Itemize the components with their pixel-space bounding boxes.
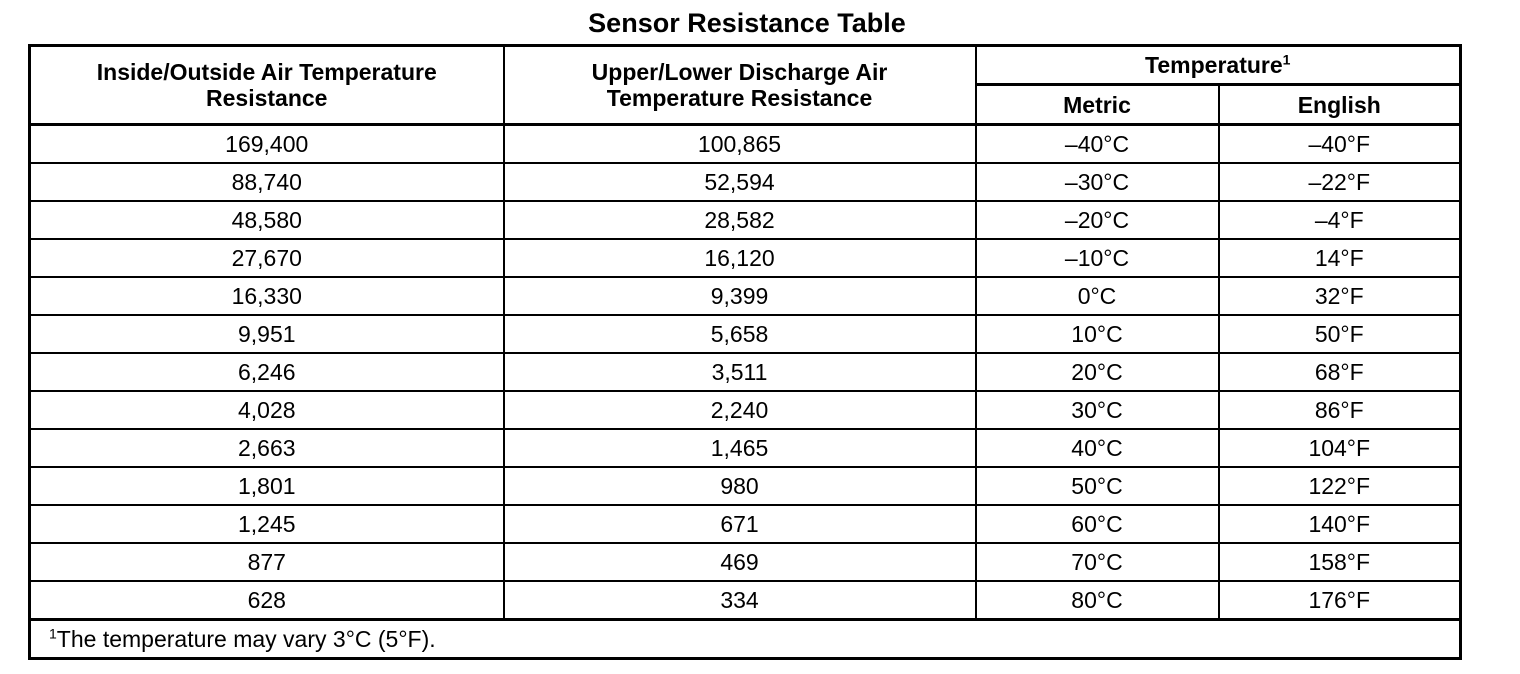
cell-english-temperature: 32°F: [1219, 277, 1461, 315]
table-row: [30, 391, 1461, 429]
cell-english-temperature: 104°F: [1219, 429, 1461, 467]
cell-english-temperature: 122°F: [1219, 467, 1461, 505]
cell-english-temperature: 140°F: [1219, 505, 1461, 543]
cell-metric-temperature: 60°C: [976, 505, 1219, 543]
table-row: [30, 277, 1461, 315]
cell-upper-lower-resistance: 1,465: [504, 429, 976, 467]
header-upper-lower-resistance: [504, 46, 976, 125]
cell-metric-temperature: –40°C: [976, 125, 1219, 164]
table-row: [30, 315, 1461, 353]
table-row: [30, 467, 1461, 505]
cell-english-temperature: 86°F: [1219, 391, 1461, 429]
table-row: [30, 201, 1461, 239]
header-col2-line2: Temperature Resistance: [606, 85, 873, 111]
table-row: [30, 163, 1461, 201]
cell-inside-outside-resistance: 169,400: [30, 125, 504, 164]
cell-inside-outside-resistance: 88,740: [30, 163, 504, 201]
cell-metric-temperature: –10°C: [976, 239, 1219, 277]
table-row: [30, 581, 1461, 620]
header-english: English: [1219, 85, 1461, 125]
cell-inside-outside-resistance: 877: [30, 543, 504, 581]
cell-english-temperature: –4°F: [1219, 201, 1461, 239]
cell-english-temperature: –22°F: [1219, 163, 1461, 201]
header-col2-line1: Upper/Lower Discharge Air: [591, 59, 888, 85]
header-inside-outside-resistance: [30, 46, 504, 125]
cell-metric-temperature: 70°C: [976, 543, 1219, 581]
cell-metric-temperature: –20°C: [976, 201, 1219, 239]
table-footnote: [30, 620, 1461, 659]
cell-metric-temperature: 30°C: [976, 391, 1219, 429]
cell-upper-lower-resistance: 469: [504, 543, 976, 581]
table-row: [30, 505, 1461, 543]
cell-upper-lower-resistance: 100,865: [504, 125, 976, 164]
cell-english-temperature: 158°F: [1219, 543, 1461, 581]
footnote-text: The temperature may vary 3°C (5°F).: [56, 625, 436, 652]
cell-upper-lower-resistance: 28,582: [504, 201, 976, 239]
cell-inside-outside-resistance: 628: [30, 581, 504, 620]
cell-english-temperature: 176°F: [1219, 581, 1461, 620]
cell-upper-lower-resistance: 16,120: [504, 239, 976, 277]
cell-upper-lower-resistance: 9,399: [504, 277, 976, 315]
cell-upper-lower-resistance: 334: [504, 581, 976, 620]
table-row: [30, 239, 1461, 277]
cell-upper-lower-resistance: 5,658: [504, 315, 976, 353]
table-body: [30, 125, 1461, 620]
cell-upper-lower-resistance: 52,594: [504, 163, 976, 201]
table-row: [30, 543, 1461, 581]
header-col1-line2: Resistance: [206, 85, 328, 111]
cell-upper-lower-resistance: 980: [504, 467, 976, 505]
cell-metric-temperature: 50°C: [976, 467, 1219, 505]
footnote-marker: 1: [1282, 51, 1291, 68]
cell-upper-lower-resistance: 3,511: [504, 353, 976, 391]
table-row: [30, 125, 1461, 164]
cell-inside-outside-resistance: 9,951: [30, 315, 504, 353]
header-temperature-label: Temperature: [1145, 52, 1283, 78]
header-col1-line1: Inside/Outside Air Temperature: [96, 59, 437, 85]
cell-metric-temperature: 20°C: [976, 353, 1219, 391]
cell-inside-outside-resistance: 27,670: [30, 239, 504, 277]
table-row: [30, 353, 1461, 391]
cell-metric-temperature: –30°C: [976, 163, 1219, 201]
cell-upper-lower-resistance: 2,240: [504, 391, 976, 429]
cell-english-temperature: 14°F: [1219, 239, 1461, 277]
cell-metric-temperature: 80°C: [976, 581, 1219, 620]
header-metric: Metric: [976, 85, 1219, 125]
cell-english-temperature: –40°F: [1219, 125, 1461, 164]
cell-inside-outside-resistance: 6,246: [30, 353, 504, 391]
cell-english-temperature: 50°F: [1219, 315, 1461, 353]
cell-inside-outside-resistance: 48,580: [30, 201, 504, 239]
cell-metric-temperature: 0°C: [976, 277, 1219, 315]
cell-inside-outside-resistance: 1,245: [30, 505, 504, 543]
page-title: Sensor Resistance Table: [588, 8, 906, 38]
cell-metric-temperature: 40°C: [976, 429, 1219, 467]
sensor-resistance-table: [28, 44, 1462, 660]
cell-metric-temperature: 10°C: [976, 315, 1219, 353]
cell-inside-outside-resistance: 16,330: [30, 277, 504, 315]
cell-upper-lower-resistance: 671: [504, 505, 976, 543]
cell-english-temperature: 68°F: [1219, 353, 1461, 391]
cell-inside-outside-resistance: 4,028: [30, 391, 504, 429]
header-temperature-group: [976, 46, 1461, 85]
footnote-mark: 1: [49, 624, 57, 641]
table-row: [30, 429, 1461, 467]
cell-inside-outside-resistance: 2,663: [30, 429, 504, 467]
cell-inside-outside-resistance: 1,801: [30, 467, 504, 505]
